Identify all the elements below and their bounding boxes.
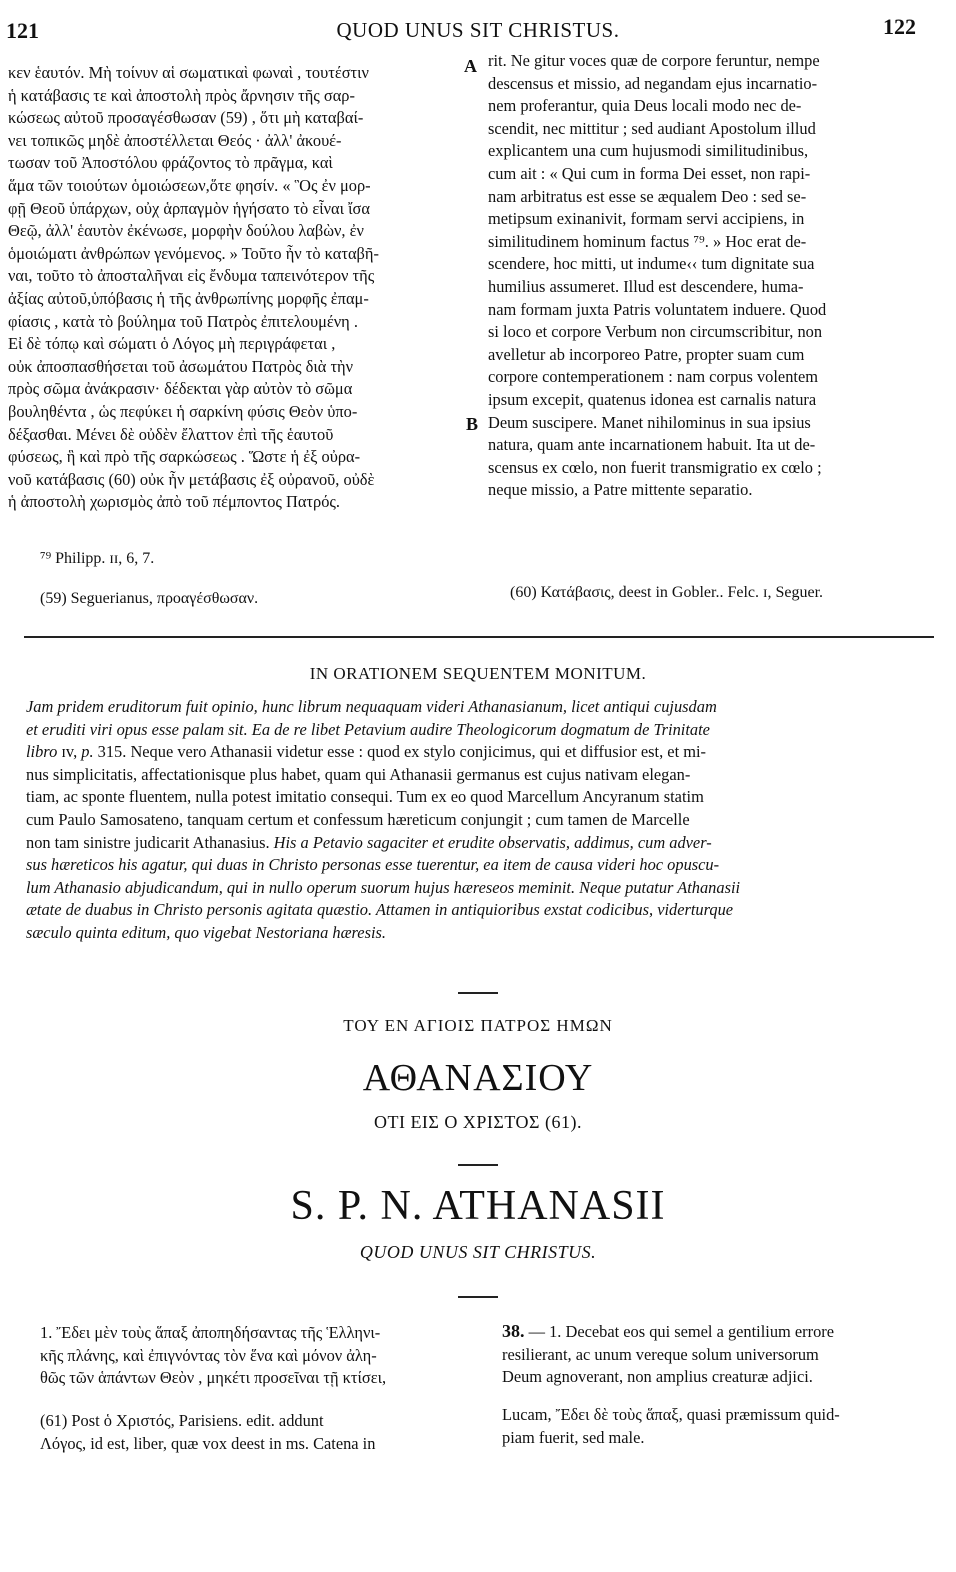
greek-text-line: νει τοπικῶς μηδὲ ἀποστέλλεται Θεός · ἀλλ' ἀκουέ- bbox=[8, 130, 342, 150]
footnote-line: (61) Post ὁ Χριστός, Parisiens. edit. addunt bbox=[40, 1411, 324, 1430]
monitum-segment: ɪv, bbox=[57, 742, 82, 762]
monitum-segment: nus simplicitatis, affectationisque plus habet, quam qui Athanasii germanus est cujus nativam elegan- bbox=[26, 764, 691, 784]
greek-text-line: ἡ κατάβασις τε καὶ ἀποστολὴ πρὸς ἄρνησιν τῆς σαρ- bbox=[8, 85, 355, 105]
monitum-line bbox=[26, 764, 934, 787]
greek-text-line: ἅμα τῶν τοιούτων ὁμοιώσεων,ὅτε φησίν. « Ὃς ἐν μορ- bbox=[8, 175, 371, 195]
latin-text-line: humilius assumeret. Illud est descendere, huma- bbox=[488, 276, 804, 296]
greek-text-line: πρὸς σῶμα ἀνάκρασιν· δέδεκται γὰρ αὐτὸν τὸ σῶμα bbox=[8, 379, 353, 399]
monitum-line bbox=[26, 719, 934, 742]
body-greek-line: θῶς τῶν ἁπάντων Θεὸν , μηκέτι προσεῖναι τῇ κτίσει, bbox=[40, 1368, 387, 1388]
body-greek-line: 1. Ἔδει μὲν τοὺς ἅπαξ ἀποπηδήσαντας τῆς Ἑλληνι- bbox=[40, 1323, 381, 1342]
latin-text-line: metipsum exinanivit, formam servi accipiens, in bbox=[488, 209, 805, 229]
latin-text-line: ipsum excepit, quatenus idonea est carnalis natura bbox=[488, 389, 817, 409]
greek-text-line: ἡ ἀποστολὴ χωρισμὸς ἀπὸ τοῦ πέμποντος Πατρός. bbox=[8, 492, 340, 512]
latin-text-line: explicantem una cum hujusmodi similitudinibus, bbox=[488, 141, 809, 161]
greek-text-line: ναι, τοῦτο τὸ ἀποσταλῆναι εἰς ἔνδυμα ταπεινότερον τῆς bbox=[8, 266, 375, 286]
footnote-scripture: ⁷⁹ Philipp. ɪɪ, 6, 7. bbox=[40, 550, 155, 567]
greek-text-line: τωσαν τοῦ Ἀποστόλου φράζοντος τὸ πρᾶγμα, καὶ bbox=[8, 153, 333, 173]
latin-text-line: descensus et missio, ad negandam ejus incarnatio- bbox=[488, 73, 818, 93]
greek-text-line: Θεῷ, ἀλλ' ἑαυτὸν ἐκένωσε, μορφὴν δούλου λαβὼν, ἐν bbox=[8, 221, 364, 241]
greek-treatise-title: ΟΤΙ ΕΙΣ Ο ΧΡΙΣΤΟΣ (61). bbox=[373, 1112, 583, 1132]
monitum-line bbox=[26, 854, 934, 877]
monitum-line bbox=[26, 899, 934, 922]
monitum-segment: lum Athanasio abjudicandum, qui in nullo operum suorum hujus hæreseos meminit. Neque putatur Athanasii bbox=[26, 877, 741, 897]
ornament-dash bbox=[458, 1164, 498, 1166]
footnote-line: Λόγος, id est, liber, quæ vox deest in ms. Catena in bbox=[40, 1433, 376, 1453]
latin-text-line: similitudinem hominum factus ⁷⁹. » Hoc erat de- bbox=[488, 231, 807, 251]
monitum-segment: p. bbox=[81, 742, 94, 762]
body-greek-line: κῆς πλάνης, καὶ ἐπιγνόντας τὸν ἕνα καὶ μόνον ἀλη- bbox=[40, 1345, 377, 1365]
latin-text-line: scensus ex cœlo, non fuerit transmigratio ex cœlo ; bbox=[488, 457, 822, 477]
greek-text-line: ὁμοιώματι ἀνθρώπων γενόμενος. » Τοῦτο ἦν τὸ καταβῆ- bbox=[8, 243, 379, 263]
monitum-segment: sæculo quinta editum, quo vigebat Nestoriana hæresis. bbox=[26, 922, 386, 942]
monitum-segment: His a Petavio sagaciter et erudite observatis, addimus, cum adver- bbox=[273, 832, 712, 852]
latin-text-line: natura, quam ante incarnationem habuit. Ita ut de- bbox=[488, 435, 816, 455]
page-number-right: 122 bbox=[883, 14, 916, 39]
monitum-title: IN ORATIONEM SEQUENTEM MONITUM. bbox=[309, 664, 647, 683]
ornament-dash bbox=[458, 992, 498, 994]
chapter-number: 38. bbox=[502, 1321, 525, 1341]
monitum-line bbox=[26, 922, 934, 945]
footnote-59: (59) Seguerianus, προαγέσθωσαν. bbox=[40, 590, 259, 607]
greek-heading-line: ΤΟΥ ΕΝ ΑΓΙΟΙΣ ΠΑΤΡΟΣ ΗΜΩΝ bbox=[343, 1016, 613, 1035]
latin-column bbox=[488, 50, 940, 502]
latin-text-line: avelletur ab incorporeo Patre, propter suam cum bbox=[488, 344, 805, 364]
monitum-line bbox=[26, 809, 934, 832]
greek-column bbox=[8, 62, 458, 514]
monitum-body bbox=[26, 696, 934, 945]
latin-text-line: corpore contemperationem : nam corpus volentem bbox=[488, 367, 818, 387]
monitum-line bbox=[26, 786, 934, 809]
footnote-line: Lucam, Ἔδει δὲ τοὺς ἅπαξ, quasi præmissum quid- bbox=[502, 1405, 840, 1424]
body-latin-line: Deum agnoverant, non amplius creaturæ adjici. bbox=[502, 1367, 813, 1387]
running-head bbox=[0, 14, 956, 44]
monitum-line bbox=[26, 741, 934, 764]
monitum-segment: Jam pridem eruditorum fuit opinio, hunc librum nequaquam videri Athanasianum, licet antiqui cujusdam bbox=[26, 697, 717, 716]
greek-author-name: ΑΘΑΝΑΣΙΟΥ bbox=[362, 1057, 594, 1099]
monitum-segment: tiam, ac sponte fluentem, nulla potest imitatio consequi. Tum ex eo quod Marcellum Ancyranum statim bbox=[26, 787, 704, 807]
latin-text-line: scendere, hoc mitti, ut indume‹‹ tum dignitate sua bbox=[488, 254, 815, 274]
body-latin-line: — 1. Decebat eos qui semel a gentilium errore bbox=[524, 1322, 834, 1341]
monitum-segment: cum Paulo Samosateno, tanquam certum et confessum hæreticum conjungit ; cum tamen de Marcelle bbox=[26, 809, 690, 829]
greek-text-line: φῇ Θεοῦ ὑπάρχων, οὐχ ἁρπαγμὸν ἡγήσατο τὸ εἶναι ἴσα bbox=[8, 198, 370, 218]
latin-text-line: si loco et corpore Verbum non circumscribitur, non bbox=[488, 322, 823, 342]
greek-text-line: φύσεως, ἣ καὶ πρὸ τῆς σαρκώσεως . Ὥστε ἡ ἐξ οὐρα- bbox=[8, 447, 361, 467]
monitum-segment: non tam sinistre judicarit Athanasius. bbox=[26, 832, 274, 852]
greek-text-line: φίασις , κατὰ τὸ βούλημα τοῦ Πατρὸς ἐπιτελουμένη . bbox=[8, 311, 358, 331]
greek-text-line: κεν ἑαυτόν. Μὴ τοίνυν αἱ σωματικαὶ φωναὶ , τουτέστιν bbox=[8, 63, 369, 82]
margin-letter-b: B bbox=[466, 414, 479, 434]
latin-text-line: rit. Ne gitur voces quæ de corpore feruntur, nempe bbox=[488, 51, 820, 70]
greek-text-line: νοῦ κατάβασις (60) οὐκ ἦν μετάβασις ἐξ οὐρανοῦ, οὐδὲ bbox=[8, 469, 375, 489]
monitum-segment: sus hæreticos his agatur, qui duas in Christo personas esse tuerentur, ea item de causa videri hoc opuscu- bbox=[26, 855, 720, 875]
monitum-segment: ætate de duabus in Christo personis agitata quæstio. Attamen in antiquioribus exstat codicibus, viderturque bbox=[26, 900, 734, 920]
page-number-left: 121 bbox=[6, 18, 39, 43]
latin-text-line: nam formam juxta Patris voluntatem induere. Quod bbox=[488, 299, 827, 319]
latin-text-line: scendit, nec mittitur ; sed audiant Apostolum illud bbox=[488, 118, 816, 138]
running-title: QUOD UNUS SIT CHRISTUS. bbox=[336, 18, 620, 42]
greek-text-line: ἀξίας αὐτοῦ,ὑπόβασις ἡ τῆς ἀνθρωπίνης μορφῆς ἐπαμ- bbox=[8, 288, 369, 308]
monitum-segment: 315. Neque vero Athanasii videtur esse : quod ex stylo conjicimus, qui et diffusior est, et mi- bbox=[93, 742, 706, 762]
section-divider bbox=[24, 636, 934, 638]
latin-treatise-title: QUOD UNUS SIT CHRISTUS. bbox=[359, 1242, 597, 1262]
greek-text-line: κώσεως αὐτοῦ προσαγέσθωσαν (59) , ὅτι μὴ καταβαί- bbox=[8, 108, 364, 128]
latin-text-line: Deum suscipere. Manet nihilominus in sua ipsius bbox=[488, 412, 811, 432]
greek-text-line: βουληθέντα , ὡς πεφύκει ἡ σαρκίνη φύσις Θεὸν ὑπο- bbox=[8, 401, 358, 421]
latin-text-line: neque missio, a Patre mittente separatio. bbox=[488, 480, 753, 500]
greek-text-line: Εἰ δὲ τόπῳ καὶ σώματι ὁ Λόγος μὴ περιγράφεται , bbox=[8, 334, 336, 354]
footnote-61-left bbox=[40, 1410, 480, 1455]
body-latin-column bbox=[502, 1320, 942, 1389]
monitum-line bbox=[26, 832, 934, 855]
greek-text-line: οὐκ ἀποσπασθήσεται τοῦ ἀσωμάτου Πατρὸς διὰ τὴν bbox=[8, 356, 354, 376]
footnote-line: piam fuerit, sed male. bbox=[502, 1427, 645, 1447]
latin-text-line: cum ait : « Qui cum in forma Dei esset, non rapi- bbox=[488, 163, 811, 183]
monitum-segment: libro bbox=[26, 742, 58, 762]
ornament-dash bbox=[458, 1296, 498, 1298]
body-latin-line: resilierant, ac unum vereque solum universorum bbox=[502, 1344, 819, 1364]
footnote-60: (60) Κατάβασις, deest in Gobler.. Felc. ɪ, Seguer. bbox=[510, 584, 824, 601]
monitum-line bbox=[26, 696, 934, 719]
margin-letter-a: A bbox=[464, 56, 477, 76]
latin-text-line: nam arbitratus est esse se æqualem Deo : sed se- bbox=[488, 186, 807, 206]
footnote-61-right bbox=[502, 1404, 942, 1449]
greek-text-line: δέξασθαι. Μένει δὲ οὐδὲν ἔλαττον ἐπὶ τῆς ἑαυτοῦ bbox=[8, 424, 334, 444]
body-greek-column bbox=[40, 1322, 474, 1390]
monitum-line bbox=[26, 877, 934, 900]
monitum-segment: et eruditi viri opus esse palam sit. Ea de re libet Petavium audire Theologicorum dogmatum de Trinitate bbox=[26, 719, 710, 739]
latin-text-line: nem proferantur, quia Deus locali modo nec de- bbox=[488, 96, 802, 116]
latin-author-name: S. P. N. ATHANASII bbox=[290, 1183, 666, 1229]
